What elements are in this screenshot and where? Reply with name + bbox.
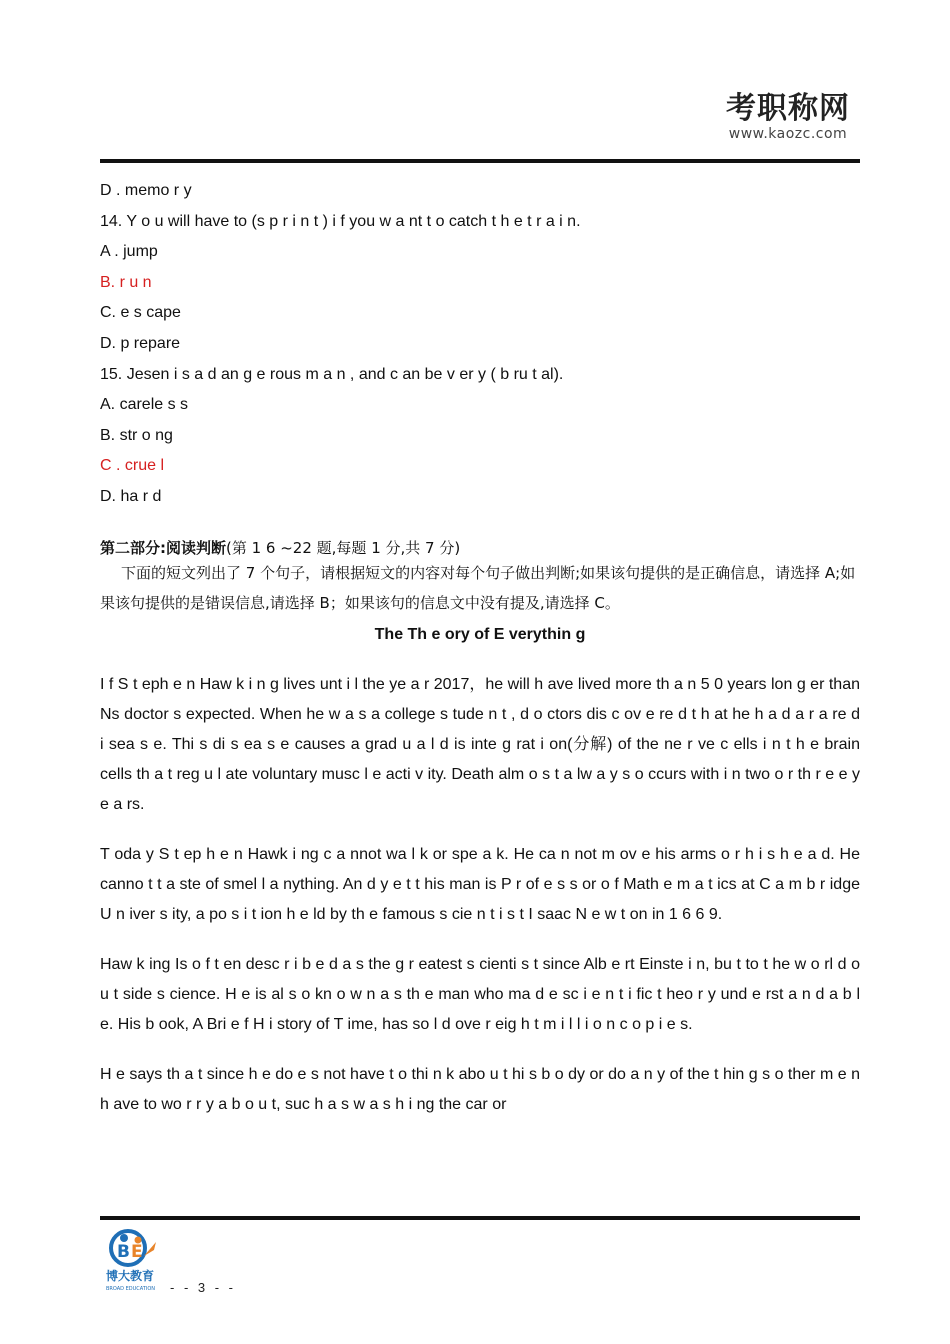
broad-education-logo (104, 1226, 176, 1296)
broad-education-logo-icon (104, 1226, 176, 1296)
svg-text:E: E (131, 1242, 143, 1262)
question-line: D . memo r y (100, 182, 192, 199)
article-title: The Th e ory of E verythin g (374, 625, 586, 643)
svg-text:B: B (117, 1242, 130, 1262)
question-line: 15. Jesen i s a d an g e rous m a n , and c an be v er y ( b ru t al). (100, 365, 564, 383)
question-line: A . jump (100, 243, 158, 261)
article-paragraph: T oda y S t ep h e n Hawk i ng c a nnot wa l k or spe a k. He ca n not m ov e his arms o r h i s h e a d. He canno t t a ste of smel l a nything. An d y e t t his man is P r of e s s or o f Math e m a t ics at C a m b r idge U n iver s ity, a po s i t ion h e ld by th e famous s cie n t i s t I saac N e w t on in 1 6 6 9. (100, 845, 860, 923)
section-heading (100, 537, 860, 558)
article-paragraph: I f S t eph e n Haw k i n g lives unt i l the ye a r 2017，he will h ave lived more th a n 5 0 years lon g er than Ns doctor s expected. When he w a s a college s tude n t , d o ctors dis c ov e re d t h at he h a d a r a re d i sea s e. Thi s di s ea s e causes a grad u a l d is inte g rat i on(分解) of the ne r ve c ells i n t h e brain cells th a t reg u l ate voluntary musc l e acti v ity. Death alm o s t a lw a y s o ccurs with i n two o r th r e e y e a rs. (100, 675, 860, 813)
section-instructions: 下面的短文列出了 7 个句子，请根据短文的内容对每个句子做出判断;如果该句提供的是正确信息，请选择 A;如果该句提供的是错误信息,请选择 B；如果该句的信息文中没有提及,请选择 C。 (100, 563, 856, 612)
site-logo-text: 考职称网 (726, 91, 850, 126)
footer-divider (100, 1216, 860, 1222)
footer-brand-en: BROAD EDUCATION (106, 1286, 156, 1292)
question-line: C. e s cape (100, 304, 181, 322)
page-number: - - 3 - - (170, 1280, 236, 1295)
question-list (100, 176, 860, 513)
question-line: D. ha r d (100, 487, 162, 505)
question-line-answer: C . crue l (100, 457, 165, 475)
site-logo-url: www.kaozc.com (728, 126, 848, 142)
site-logo (718, 92, 858, 142)
question-line: D. p repare (100, 334, 181, 352)
article-paragraph: Haw k ing Is o f t en desc r i b e d a s the g r eatest s cienti s t since Alb e rt Einste i n, bu t to t he w o rl d o u t side s cience. H e is al s o kn o w n a s th e man who ma d e sc i e n t i fic t heo r y und e rst a n d a b l e. His b ook, A Bri e f H i story of T ime, has so l d ove r eig h t m i l l i o n c o p i e s. (100, 955, 860, 1033)
question-line: B. str o ng (100, 426, 173, 444)
article-paragraph: H e says th a t since h e do e s not have t o thi n k abo u t hi s b o dy or do a n y of the t hin g s o ther m e n h ave to wo r r y a b o u t, suc h a s w a s h i ng the car or (100, 1065, 860, 1113)
header-divider (100, 157, 860, 163)
section-heading-title: 第二部分:阅读判断 (100, 538, 226, 557)
footer-brand: 博大教育 (106, 1269, 155, 1283)
page-content (100, 176, 860, 1120)
section-heading-detail: (第 1 6 ~22 题,每题 1 分,共 7 分) (226, 538, 461, 557)
question-line-answer: B. r u n (100, 273, 152, 291)
question-line: A. carele s s (100, 396, 189, 414)
question-line: 14. Y o u will have to (s p r i n t ) i f you w a nt t o catch t h e t r a i n. (100, 212, 581, 230)
